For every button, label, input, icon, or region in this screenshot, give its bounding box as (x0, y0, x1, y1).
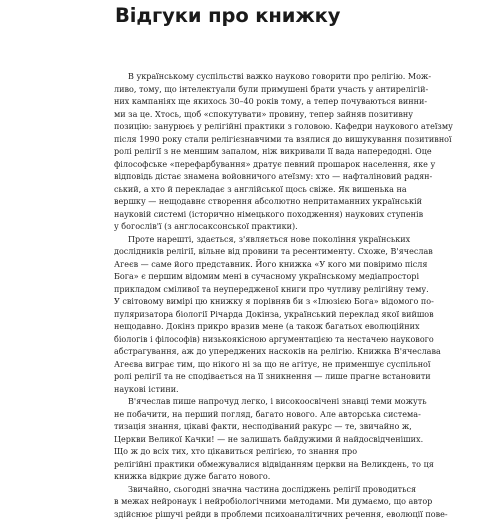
text-line: науковій системі (історично німецького походження) наукових ступенів (114, 209, 382, 222)
text-line: нещодавно. Докінз прикро вразив мене (а також багатьох еволюційних (114, 321, 382, 334)
text-line: наукові істини. (114, 384, 382, 397)
text-line: здійснює рішучі рейди в проблеми психоаналітичних речення, еволюції пове- (114, 509, 382, 521)
text-line: В'ячеслав пише напрочуд легко, і високоосвічені знавці теми можуть (114, 396, 382, 409)
text-line: Агеєва виграє тим, що нікого ні за що не агітує, не применшує суспільної (114, 359, 382, 372)
text-line: позицію: занурюєь у релігійні практики з головою. Кафедри наукового атеїзму (114, 121, 382, 134)
text-line: В українському суспільстві важко науково говорити про релігію. Мож- (114, 71, 382, 84)
text-line: Що ж до всіх тих, хто цікавиться релігією, то знання про (114, 446, 382, 459)
text-line: вершку — нещодавнє створення абсолютно непритаманних українській (114, 196, 382, 209)
paragraph (114, 484, 382, 521)
body-text (114, 71, 382, 521)
text-line: Бога» є першим відомим мені в сучасному українському медіапросторі (114, 271, 382, 284)
text-line: відповідь дістає знамена войовничого атеїзму: хто — нафталіновий радян- (114, 171, 382, 184)
paragraph (114, 234, 382, 397)
text-line: в межах нейронаук і нейробіологічними методами. Ми думаємо, що автор (114, 496, 382, 509)
text-line: біологів і філософів) низькоякісною аргументацією та нестачею наукового (114, 334, 382, 347)
text-line: книжка відкриє дуже багато нового. (114, 471, 382, 484)
text-line: не побачити, на перший погляд, багато нового. Але авторська система- (114, 409, 382, 422)
text-line: Звичайно, сьогодні значна частина досліджень релігії проводиться (114, 484, 382, 497)
text-line: дослідників релігії, вільне від провини та ресентименту. Схоже, В'ячеслав (114, 246, 382, 259)
text-line: релігійні практики обмежувалися відвіданням церкви на Великдень, то ця (114, 459, 382, 472)
text-line: Проте нарешті, здається, з'являється нове покоління українських (114, 234, 382, 247)
text-line: прикладом сміливої та неупередженої книги про чутливу релігійну тему. (114, 284, 382, 297)
text-line: ролі релігії та не сподівається на її зникнення — лише прагне встановити (114, 371, 382, 384)
paragraph (114, 396, 382, 484)
text-line: Агеєв — саме його представник. Його книжка «У кого ми повіримо після (114, 259, 382, 272)
text-line: ролі релігії з не меншим запалом, ніж викривали її вада напередодні. Оце (114, 146, 382, 159)
text-line: філософське «перефарбування» дратує певний прошарок населення, яке у (114, 159, 382, 172)
text-line: у богослів'ї (з англосаксонської практики). (114, 221, 382, 234)
text-line: після 1990 року стали релігієзнавчими та взялися до вишукування позитивної (114, 134, 382, 147)
text-line: Церкви Великої Качки! — не залишать байдужими й найдосвідченіших. (114, 434, 382, 447)
text-line: ський, а хто й перекладає з англійської щось свіже. Як вишенька на (114, 184, 382, 197)
text-line: тизація знання, цікаві факти, несподіваний ракурс — те, звичайно ж, (114, 421, 382, 434)
text-line: ми за це. Хтось, щоб «спокутувати» провину, тепер зайняв позитивну (114, 109, 382, 122)
text-line: пуляризатора біології Річарда Докінза, український переклад якої вийшов (114, 309, 382, 322)
paragraph (114, 71, 382, 234)
text-line: ливо, тому, що інтелектуали були примушені брати участь у антирелігій- (114, 84, 382, 97)
text-line: У світовому вимірі цю книжку я порівняв би з «Ілюзією Бога» відомого по- (114, 296, 382, 309)
text-line: абстрагування, аж до упереджених наскоків на релігію. Книжка В'ячеслава (114, 346, 382, 359)
text-line: них кампаніях ще якихось 30–40 років тому, а тепер почуваються винни- (114, 96, 382, 109)
page-title: Відгуки про книжку (115, 4, 340, 27)
